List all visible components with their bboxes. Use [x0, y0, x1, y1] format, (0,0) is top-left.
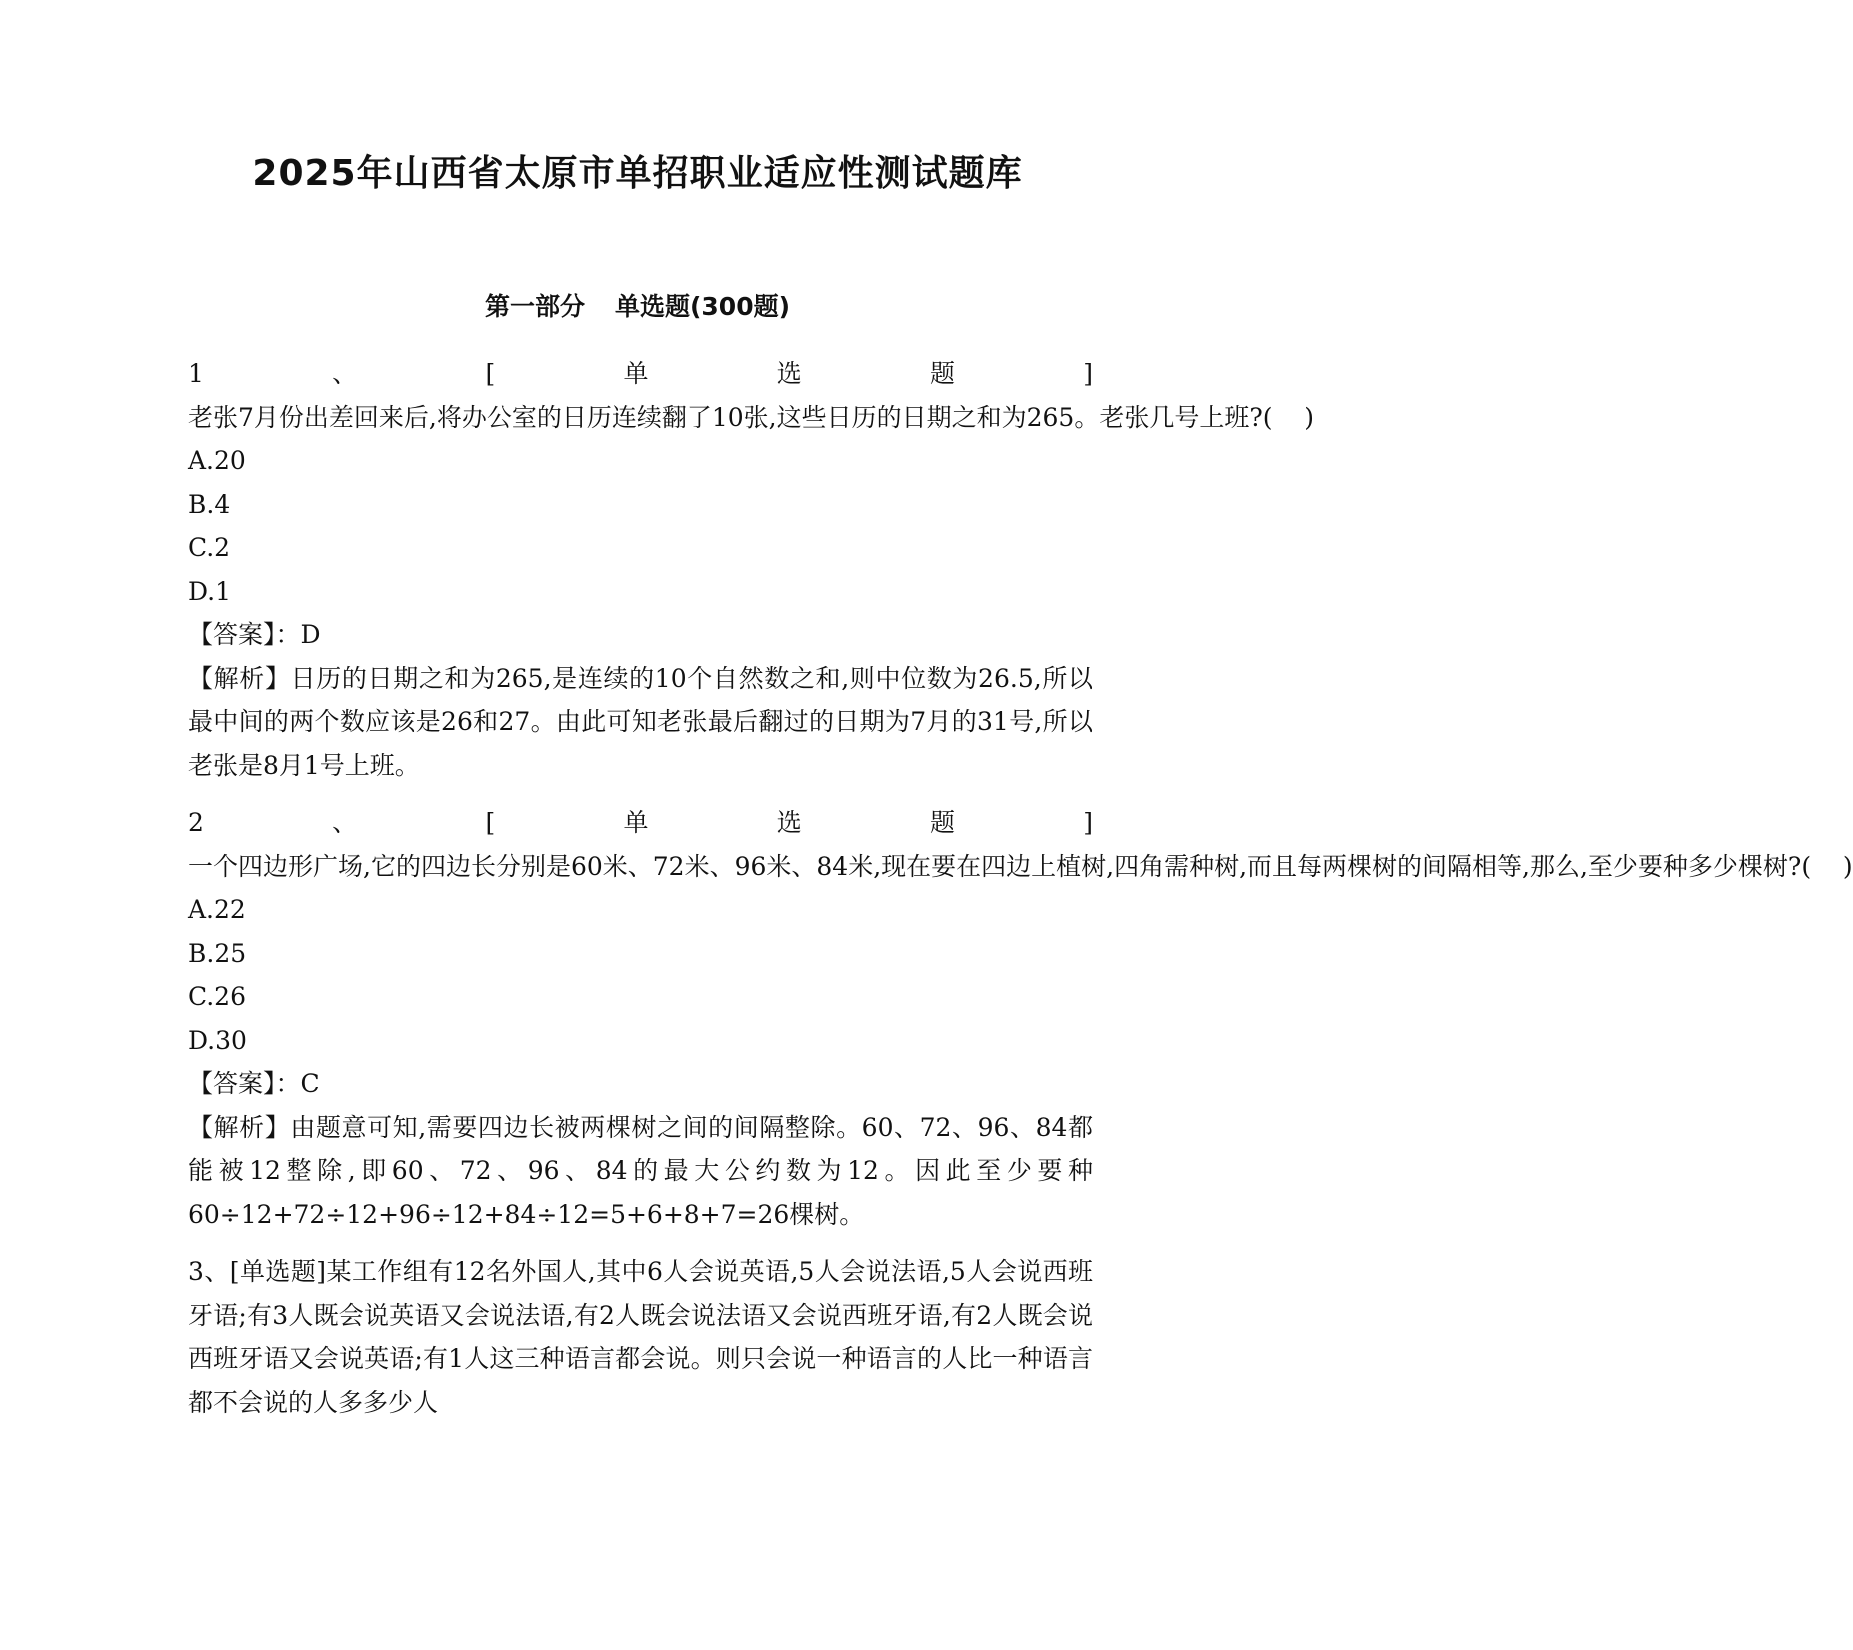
question-1 [188, 352, 1315, 787]
document-title: 2025年山西省太原市单招职业适应性测试题库 [252, 153, 1023, 194]
question-stem [188, 1250, 1093, 1424]
analysis-line [188, 657, 1093, 788]
question-text: 某工作组有12名外国人,其中6人会说英语,5人会说法语,5人会说西班牙语;有3人既会说英语又会说法语,有2人既会说法语又会说西班牙语,有2人既会说西班牙语又会说英语;有1人这三种语言都会说。则只会说一种语言的人比一种语言都不会说的人多多少人 [188, 1257, 1094, 1417]
analysis-line [188, 1106, 1093, 1237]
section-name: 单选题(300题) [614, 292, 791, 321]
option-b: B.25 [188, 938, 247, 968]
question-stem [188, 352, 1315, 439]
analysis-text: 日历的日期之和为265,是连续的10个自然数之和,则中位数为26.5,所以最中间的两个数应该是26和27。由此可知老张最后翻过的日期为7月的31号,所以老张是8月1号上班。 [188, 663, 1093, 780]
question-3 [188, 1250, 1093, 1424]
option-c: C.2 [188, 533, 231, 562]
answer-value: D [300, 620, 321, 649]
analysis-label: 【解析】 [188, 663, 291, 693]
analysis-label: 【解析】 [188, 1112, 291, 1142]
answer-line [188, 613, 1093, 657]
answer-value: C [300, 1069, 320, 1098]
question-list [188, 352, 1853, 1438]
question-type: [单选题] [229, 1257, 327, 1286]
answer-label: 【答案】： [188, 1069, 301, 1098]
question-2 [188, 801, 1853, 1236]
question-type: [单选题] [485, 359, 1093, 388]
option-c: C.26 [188, 982, 246, 1011]
question-number: 2、 [188, 808, 486, 837]
question-stem [188, 801, 1853, 888]
question-text: 一个四边形广场,它的四边长分别是60米、72米、96米、84米,现在要在四边上植树,四角需种树,而且每两棵树的间隔相等,那么,至少要种多少棵树?( ) [188, 851, 1853, 881]
question-number: 3、 [188, 1257, 230, 1286]
answer-line [188, 1062, 1093, 1106]
answer-label: 【答案】： [188, 620, 301, 649]
option-d: D.30 [188, 1025, 247, 1055]
option-d: D.1 [188, 576, 232, 606]
option-a: A.20 [188, 446, 246, 475]
question-text: 老张7月份出差回来后,将办公室的日历连续翻了10张,这些日历的日期之和为265。老张几号上班?( ) [188, 402, 1315, 432]
question-type: [单选题] [485, 808, 1093, 837]
analysis-text: 由题意可知,需要四边长被两棵树之间的间隔整除。60、72、96、84都能被12整除,即60、72、96、84的最大公约数为12。因此至少要种60÷12+72÷12+96÷12+84÷12=5+6+8+7=26棵树。 [188, 1112, 1093, 1229]
option-b: B.4 [188, 489, 231, 519]
section-heading [0, 290, 1275, 324]
section-part: 第一部分 [484, 292, 585, 321]
option-a: A.22 [188, 895, 246, 924]
question-number: 1、 [188, 359, 486, 388]
